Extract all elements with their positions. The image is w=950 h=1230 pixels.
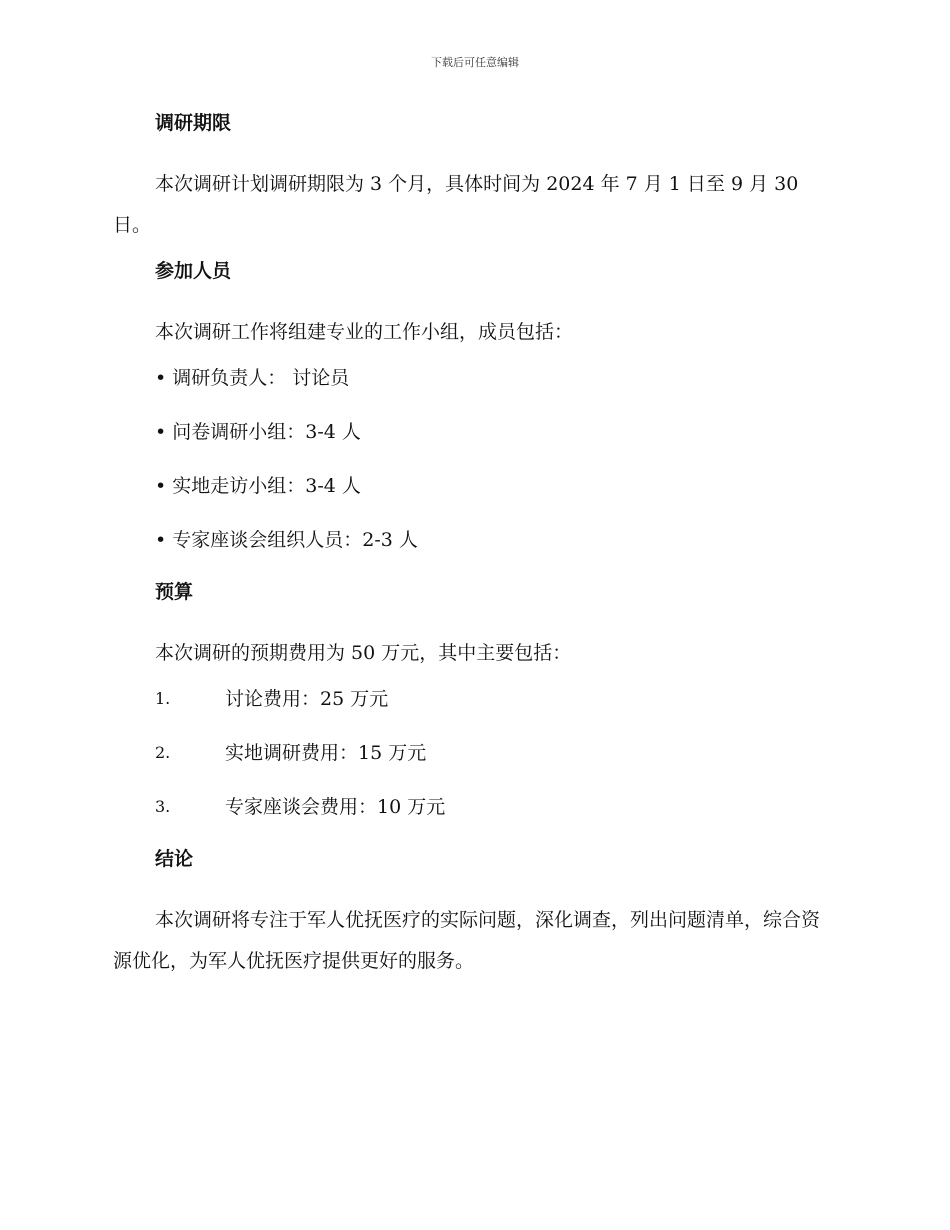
budget-intro: 本次调研的预期费用为 50 万元，其中主要包括： (155, 642, 572, 664)
budget-item-number: 3. (155, 797, 171, 816)
member-item: • 问卷调研小组：3-4 人 (155, 421, 361, 443)
heading-members: 参加人员 (155, 260, 232, 282)
budget-item-text: 专家座谈会费用：10 万元 (225, 796, 446, 818)
document-body (113, 110, 833, 994)
member-item: • 专家座谈会组织人员：2-3 人 (155, 529, 418, 551)
member-item: • 调研负责人： 讨论员 (155, 367, 350, 389)
members-intro: 本次调研工作将组建专业的工作小组，成员包括： (155, 321, 574, 343)
heading-period: 调研期限 (155, 112, 232, 134)
conclusion-paragraph: 本次调研将专注于军人优抚医疗的实际问题，深化调查，列出问题清单，综合资源优化，为军人优抚医疗提供更好的服务。 (113, 909, 821, 972)
heading-conclusion: 结论 (155, 848, 194, 870)
budget-item (155, 740, 833, 766)
budget-item (155, 686, 833, 712)
member-item: • 实地走访小组：3-4 人 (155, 475, 361, 497)
budget-item-number: 1. (155, 689, 171, 708)
budget-item-text: 讨论费用：25 万元 (225, 688, 389, 710)
budget-item (155, 794, 833, 820)
heading-budget: 预算 (155, 581, 194, 603)
budget-item-text: 实地调研费用：15 万元 (225, 742, 427, 764)
page-header: 下载后可任意编辑 (431, 56, 519, 69)
period-paragraph: 本次调研计划调研期限为 3 个月，具体时间为 2024 年 7 月 1 日至 9 月 30 日。 (113, 173, 799, 236)
budget-item-number: 2. (155, 743, 171, 762)
